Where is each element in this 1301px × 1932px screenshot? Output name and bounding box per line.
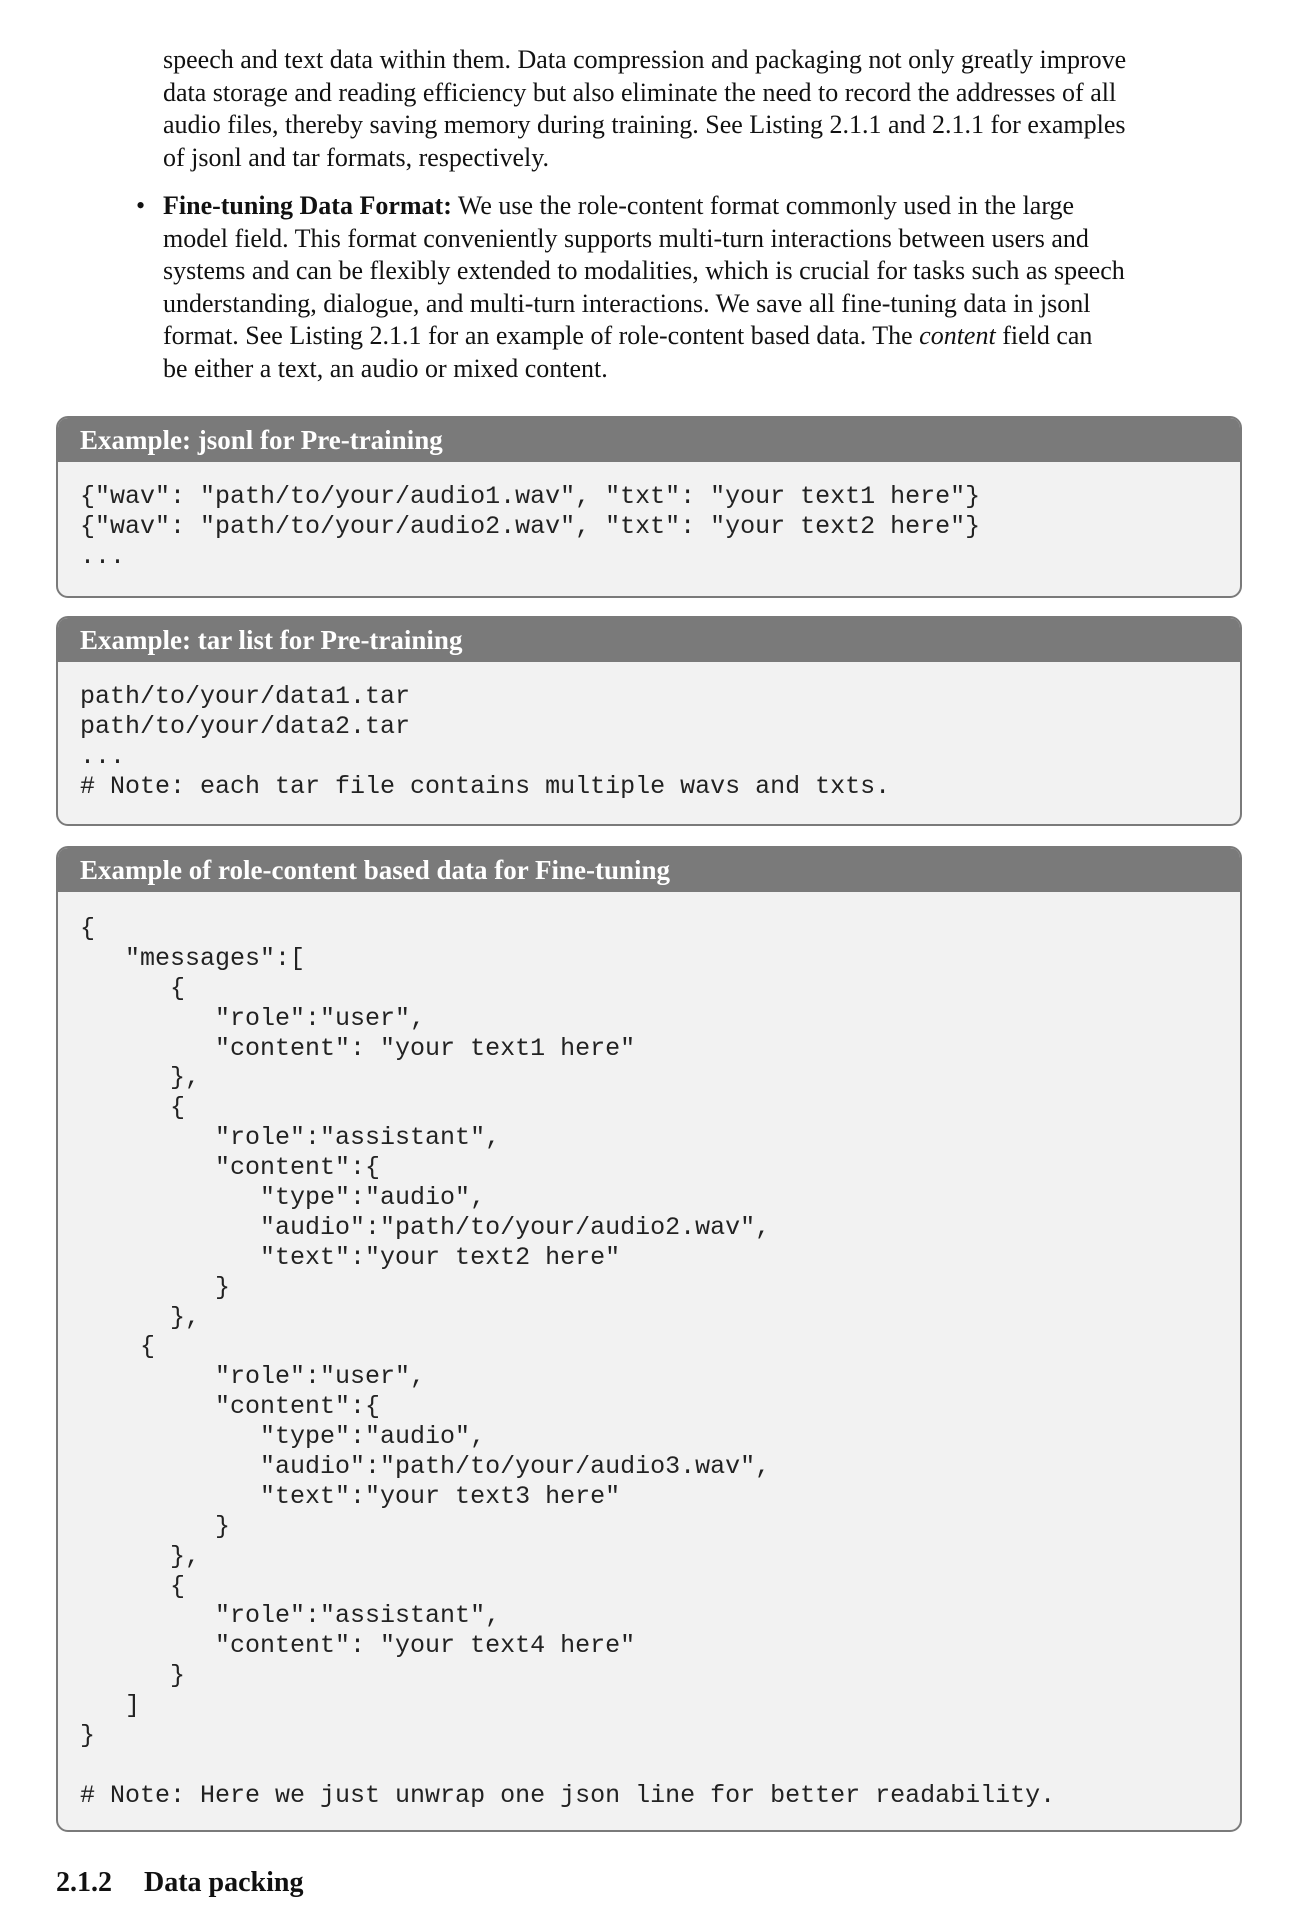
tar-list-pretraining-example-box: [56, 616, 1242, 826]
code-line: {"wav": "path/to/your/audio2.wav", "txt": "your text2 here"}: [80, 511, 981, 541]
bullet-line: [163, 320, 1243, 353]
code-line: {"wav": "path/to/your/audio1.wav", "txt": "your text1 here"}: [80, 482, 981, 511]
code-line: }: [80, 1661, 186, 1691]
section-heading: [56, 1866, 303, 1900]
bullet-paragraph: [163, 190, 1243, 386]
section-title: Data packing: [144, 1867, 304, 1898]
code-line: # Note: each tar file contains multiple wavs and txts.: [80, 771, 891, 801]
jsonl-pretraining-example-box: [56, 416, 1242, 598]
code-line: ]: [80, 1691, 141, 1721]
code-line: }: [80, 1272, 231, 1302]
code-line: },: [80, 1541, 201, 1571]
code-line: "audio":"path/to/your/audio3.wav",: [80, 1452, 771, 1482]
bullet-line: [163, 190, 1243, 223]
bullet-line: model field. This format conveniently supports multi-turn interactions between users and: [163, 223, 1089, 253]
code-line: }: [80, 1721, 96, 1751]
code-line: {: [80, 1571, 186, 1601]
code-line: "type":"audio",: [80, 1422, 486, 1452]
code-block: [58, 892, 1240, 1811]
intro-paragraph: [163, 44, 1243, 174]
bullet-line: systems and can be flexibly extended to modalities, which is crucial for tasks such as speech: [163, 256, 1125, 286]
code-line: "content": "your text4 here": [80, 1631, 636, 1661]
code-line: path/to/your/data1.tar: [80, 682, 411, 711]
code-line: {: [80, 1332, 156, 1362]
code-line: "audio":"path/to/your/audio2.wav",: [80, 1212, 771, 1242]
intro-line: audio files, thereby saving memory during training. See Listing 2.1.1 and 2.1.1 for examples: [163, 110, 1126, 140]
code-line: ...: [80, 741, 126, 771]
box-title: Example of role-content based data for Fine-tuning: [58, 848, 1240, 892]
code-line: "messages":[: [80, 943, 306, 973]
code-line: "role":"user",: [80, 1362, 426, 1392]
content-field-term: content: [919, 321, 996, 351]
code-line: },: [80, 1063, 201, 1093]
box-title: Example: tar list for Pre-training: [58, 618, 1240, 662]
box-title: Example: jsonl for Pre-training: [58, 418, 1240, 462]
role-content-finetuning-example-box: [56, 846, 1242, 1832]
code-line: },: [80, 1302, 201, 1332]
intro-line: speech and text data within them. Data compression and packaging not only greatly improve: [163, 45, 1127, 74]
code-line: "content":{: [80, 1392, 381, 1422]
code-line: "role":"assistant",: [80, 1601, 501, 1631]
bullet-line: understanding, dialogue, and multi-turn interactions. We save all fine-tuning data in jsonl: [163, 288, 1091, 318]
code-line: "content": "your text1 here": [80, 1033, 636, 1063]
code-line: [80, 1751, 1218, 1781]
code-block: [58, 462, 1240, 572]
bullet-line-rest: We use the role-content format commonly used in the large: [451, 191, 1075, 220]
bullet-label: Fine-tuning Data Format:: [163, 191, 452, 220]
code-line: {: [80, 1093, 186, 1123]
intro-line: data storage and reading efficiency but also eliminate the need to record the addresses of all: [163, 77, 1117, 107]
code-line: "role":"assistant",: [80, 1123, 501, 1153]
code-line: }: [80, 1511, 231, 1541]
code-line: "role":"user",: [80, 1003, 426, 1033]
code-line: {: [80, 914, 96, 943]
section-number: 2.1.2: [56, 1867, 112, 1898]
code-line: {: [80, 973, 186, 1003]
bullet-line-pre: format. See Listing 2.1.1 for an example of role-content based data. The: [163, 321, 920, 351]
bullet-marker: •: [136, 191, 146, 220]
code-line: # Note: Here we just unwrap one json line for better readability.: [80, 1780, 1056, 1810]
code-line: path/to/your/data2.tar: [80, 711, 411, 741]
code-line: "content":{: [80, 1153, 381, 1183]
code-block: [58, 662, 1240, 802]
code-line: "text":"your text2 here": [80, 1242, 621, 1272]
code-line: "text":"your text3 here": [80, 1481, 621, 1511]
code-line: ...: [80, 541, 126, 571]
bullet-line-post: field can: [995, 321, 1093, 351]
intro-line: of jsonl and tar formats, respectively.: [163, 142, 550, 172]
code-line: "type":"audio",: [80, 1183, 486, 1213]
bullet-line: be either a text, an audio or mixed content.: [163, 353, 608, 383]
